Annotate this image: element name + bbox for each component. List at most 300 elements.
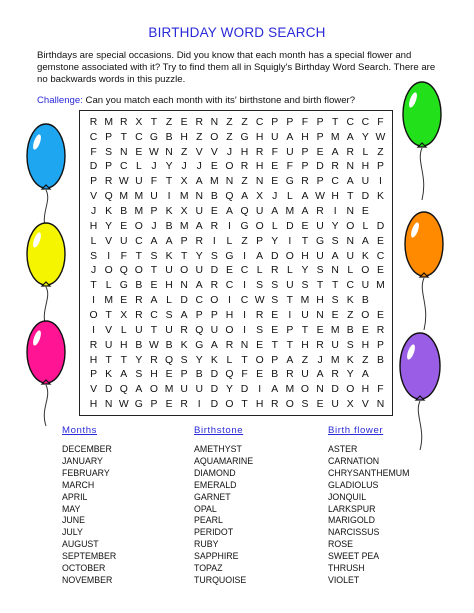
grid-letter: X (256, 191, 264, 203)
grid-letter: A (195, 280, 203, 292)
grid-letter: P (376, 339, 384, 351)
grid-letter: O (361, 265, 370, 277)
grid-letter: R (270, 399, 279, 411)
grid-letter: T (241, 354, 248, 366)
grid-letter: G (119, 280, 128, 292)
grid-letter: Z (226, 131, 233, 143)
grid-letter: T (301, 324, 309, 336)
grid-letter: W (118, 176, 129, 188)
grid-letter: X (120, 309, 128, 321)
grid-letter: A (286, 131, 294, 143)
word-list-item: GLADIOLUS (328, 479, 379, 490)
grid-letter: O (134, 220, 143, 232)
grid-letter: I (333, 206, 337, 218)
grid-letter: N (316, 384, 324, 396)
word-list-item: SWEET PEA (328, 551, 380, 562)
word-list-item: JULY (62, 527, 83, 538)
grid-letter: O (89, 309, 98, 321)
grid-letter: B (195, 369, 203, 381)
grid-letter: U (165, 324, 173, 336)
word-list-item: CHRYSANTHEMUM (328, 467, 410, 478)
word-list-item: APRIL (62, 491, 88, 502)
grid-letter: B (165, 339, 173, 351)
grid-letter: L (105, 280, 112, 292)
grid-letter: E (376, 235, 384, 247)
grid-letter: U (135, 324, 143, 336)
grid-letter: A (346, 176, 354, 188)
grid-letter: E (210, 161, 218, 173)
birthstone-list (194, 444, 253, 587)
word-list-item: CARNATION (328, 455, 380, 466)
grid-letter: D (331, 384, 339, 396)
grid-letter: R (135, 309, 143, 321)
grid-letter: O (285, 399, 294, 411)
grid-letter: D (270, 250, 279, 262)
grid-letter: P (301, 161, 309, 173)
grid-letter: H (361, 384, 370, 396)
grid-letter: B (165, 220, 173, 232)
grid-letter: E (165, 399, 173, 411)
grid-letter: S (271, 295, 279, 307)
grid-letter: E (225, 265, 233, 277)
grid-letter: W (118, 399, 129, 411)
grid-letter: H (361, 161, 370, 173)
grid-letter: A (331, 250, 339, 262)
grid-letter: W (375, 131, 386, 143)
grid-letter: V (361, 399, 369, 411)
grid-letter: U (150, 191, 158, 203)
word-list-item: DIAMOND (194, 467, 236, 478)
grid-letter: M (104, 116, 113, 128)
grid-letter: A (256, 250, 264, 262)
grid-letter: X (135, 116, 143, 128)
grid-letter: C (346, 280, 354, 292)
intro-paragraph: Birthdays are special occasions. Did you know that each month has a special flower and gemstone associated with it? Try to find them all in Squigly's Birthday Word Search. There are no backwards words in this puzzle. (37, 50, 436, 85)
grid-letter: L (226, 235, 233, 247)
grid-letter: Q (240, 206, 249, 218)
word-list-item: ASTER (328, 444, 358, 454)
grid-letter: T (135, 250, 143, 262)
grid-letter: X (180, 206, 188, 218)
grid-letter: D (180, 295, 188, 307)
grid-letter: N (165, 146, 173, 158)
grid-letter: E (256, 339, 264, 351)
grid-letter: O (225, 324, 234, 336)
grid-letter: B (271, 369, 279, 381)
grid-letter: V (90, 191, 98, 203)
grid-letter: K (105, 206, 113, 218)
grid-letter: P (286, 116, 294, 128)
grid-letter: B (165, 131, 173, 143)
grid-letter: A (180, 309, 188, 321)
grid-letter: S (301, 399, 309, 411)
grid-letter: H (150, 369, 158, 381)
grid-letter: R (180, 324, 188, 336)
grid-letter: U (316, 250, 324, 262)
grid-letter: O (255, 220, 264, 232)
grid-letter: E (316, 324, 324, 336)
grid-letter: E (271, 161, 279, 173)
grid-letter: S (90, 250, 98, 262)
grid-letter: U (255, 206, 264, 218)
grid-letter: I (379, 176, 382, 188)
grid-letter: V (105, 324, 113, 336)
grid-letter: O (361, 309, 370, 321)
word-list-item: SEPTEMBER (62, 551, 117, 562)
grid-letter: N (346, 206, 354, 218)
word-list-item: JONQUIL (328, 491, 367, 502)
grid-letter: M (285, 384, 295, 396)
grid-letter: Y (361, 131, 369, 143)
grid-letter: A (195, 220, 203, 232)
grid-letter: P (180, 235, 188, 247)
grid-letter: R (180, 399, 188, 411)
grid-letter: R (316, 339, 324, 351)
grid-letter: A (286, 354, 294, 366)
grid-letter: O (210, 295, 219, 307)
word-search-grid (79, 110, 393, 416)
grid-letter: U (346, 250, 354, 262)
grid-letter: P (256, 235, 264, 247)
word-list-item: PEARL (194, 515, 223, 526)
grid-letter: Y (195, 354, 203, 366)
grid-letter: L (90, 235, 97, 247)
grid-letter: D (210, 384, 219, 396)
grid-letter: S (256, 324, 264, 336)
word-list-item: OCTOBER (62, 563, 106, 574)
grid-letter: Q (225, 191, 234, 203)
grid-letter: B (346, 324, 354, 336)
grid-letter: U (286, 280, 294, 292)
grid-letter: I (107, 250, 111, 262)
grid-letter: U (195, 206, 203, 218)
grid-letter: K (346, 295, 354, 307)
grid-letter: H (316, 295, 324, 307)
grid-letter: U (270, 131, 279, 143)
grid-letter: K (105, 369, 113, 381)
grid-letter: D (210, 369, 219, 381)
grid-letter: A (301, 206, 309, 218)
grid-letter: C (240, 295, 249, 307)
grid-letter: I (197, 399, 201, 411)
word-list-item: DECEMBER (62, 444, 112, 454)
grid-letter: P (376, 161, 384, 173)
grid-letter: A (135, 384, 143, 396)
grid-letter: D (210, 265, 219, 277)
grid-letter: H (89, 220, 98, 232)
grid-letter: T (120, 354, 127, 366)
grid-letter: J (226, 146, 233, 158)
grid-letter: E (361, 324, 369, 336)
grid-letter: L (362, 146, 369, 158)
grid-letter: C (240, 265, 249, 277)
grid-letter: O (149, 384, 158, 396)
grid-letter: H (89, 399, 98, 411)
grid-letter: E (271, 324, 279, 336)
grid-letter: J (196, 161, 202, 173)
grid-letter: Y (195, 250, 203, 262)
word-list-item: GARNET (194, 491, 231, 502)
grid-letter: S (165, 309, 173, 321)
grid-letter: R (346, 146, 354, 158)
grid-letter: N (346, 235, 354, 247)
grid-letter: F (271, 146, 278, 158)
grid-letter: E (180, 116, 188, 128)
word-list-item: NOVEMBER (62, 574, 113, 585)
word-list-item: VIOLET (328, 574, 360, 585)
grid-letter: B (120, 206, 128, 218)
grid-letter: C (361, 116, 370, 128)
grid-letter: L (226, 354, 233, 366)
grid-letter: M (330, 354, 340, 366)
grid-letter: T (150, 324, 158, 336)
grid-letter: I (228, 220, 231, 232)
grid-letter: P (180, 369, 188, 381)
word-list-item: JANUARY (62, 455, 103, 466)
grid-letter: R (210, 280, 219, 292)
grid-letter: L (120, 324, 127, 336)
grid-letter: M (330, 131, 340, 143)
grid-letter: G (240, 131, 249, 143)
grid-letter: V (210, 146, 218, 158)
grid-letter: A (331, 146, 339, 158)
grid-letter: H (225, 309, 234, 321)
grid-letter: K (180, 339, 188, 351)
challenge-label: Challenge: (37, 95, 83, 106)
grid-letter: P (90, 176, 98, 188)
grid-letter: U (135, 176, 143, 188)
word-list-item: OPAL (194, 503, 217, 514)
grid-letter: Q (165, 354, 174, 366)
grid-letter: F (377, 384, 384, 396)
birthstone-heading: Birthstone (194, 425, 244, 436)
grid-letter: O (104, 265, 113, 277)
grid-letter: I (92, 324, 95, 336)
grid-letter: A (301, 191, 309, 203)
grid-letter: C (331, 176, 339, 188)
grid-letter: E (316, 146, 324, 158)
grid-letter: Y (301, 265, 309, 277)
grid-letter: I (92, 295, 95, 307)
grid-letter: W (315, 191, 325, 203)
grid-letter: V (105, 235, 113, 247)
grid-letter: H (331, 191, 339, 203)
grid-letter: P (316, 116, 324, 128)
grid-letter: U (301, 369, 309, 381)
grid-letter: F (120, 250, 127, 262)
grid-letter: S (316, 265, 324, 277)
grid-letter: B (135, 339, 143, 351)
word-list-item: ROSE (328, 539, 353, 550)
grid-letter: S (256, 280, 264, 292)
grid-letter: S (271, 280, 279, 292)
grid-letter: E (301, 220, 309, 232)
grid-letter: P (195, 309, 203, 321)
word-list-item: AUGUST (62, 539, 99, 550)
grid-letter: A (271, 206, 279, 218)
grid-letter: I (288, 235, 292, 247)
grid-letter: R (225, 339, 234, 351)
grid-letter: S (331, 295, 339, 307)
grid-letter: I (243, 324, 246, 336)
grid-letter: V (195, 146, 203, 158)
grid-letter: P (105, 131, 113, 143)
grid-letter: N (104, 399, 113, 411)
birth-flower-list (328, 444, 409, 587)
grid-letter: R (135, 295, 143, 307)
grid-letter: N (195, 191, 203, 203)
grid-letter: M (134, 206, 144, 218)
grid-letter: C (346, 116, 354, 128)
grid-letter: R (195, 116, 203, 128)
grid-letter: B (135, 280, 143, 292)
grid-letter: R (255, 146, 264, 158)
grid-letter: E (316, 399, 324, 411)
grid-letter: A (165, 235, 173, 247)
grid-letter: P (271, 116, 279, 128)
grid-letter: G (285, 176, 294, 188)
grid-letter: E (135, 146, 143, 158)
grid-letter: E (256, 369, 264, 381)
grid-letter: A (150, 295, 158, 307)
grid-letter: J (151, 161, 157, 173)
grid-letter: E (271, 176, 279, 188)
grid-letter: M (119, 191, 129, 203)
grid-letter: M (179, 220, 189, 232)
grid-letter: D (104, 384, 113, 396)
word-list-item: MAY (62, 503, 81, 514)
grid-letter: Q (195, 324, 204, 336)
grid-letter: P (105, 161, 113, 173)
grid-letter: U (361, 176, 370, 188)
grid-letter: D (361, 191, 370, 203)
grid-letter: L (135, 161, 142, 173)
grid-letter: T (120, 131, 127, 143)
grid-letter: U (361, 280, 370, 292)
grid-letter: H (255, 161, 264, 173)
grid-letter: H (255, 131, 264, 143)
grid-letter: M (376, 280, 385, 292)
page-title: BIRTHDAY WORD SEARCH (148, 25, 326, 40)
grid-letter: A (150, 235, 158, 247)
grid-letter: R (89, 339, 98, 351)
grid-letter: U (180, 384, 188, 396)
grid-letter: R (376, 324, 385, 336)
grid-letter: D (286, 220, 294, 232)
grid-letter: F (286, 161, 294, 173)
grid-letter: G (149, 131, 158, 143)
grid-letter: I (243, 250, 246, 262)
grid-letter: O (210, 131, 219, 143)
grid-letter: U (210, 324, 219, 336)
grid-letter: Q (119, 384, 128, 396)
grid-letter: N (376, 399, 385, 411)
grid-letter: I (167, 191, 171, 203)
grid-letter: G (240, 220, 249, 232)
balloon-green-icon (398, 80, 446, 200)
grid-letter: T (271, 339, 278, 351)
grid-letter: Q (119, 265, 128, 277)
grid-letter: P (210, 309, 218, 321)
grid-letter: C (376, 250, 385, 262)
grid-letter: L (347, 265, 354, 277)
grid-letter (373, 204, 388, 219)
grid-letter: V (90, 384, 98, 396)
grid-letter: S (135, 369, 143, 381)
word-list-item: JUNE (62, 515, 85, 526)
grid-letter: R (150, 354, 158, 366)
grid-letter: A (361, 369, 369, 381)
grid-letter: C (150, 309, 158, 321)
grid-letter: S (346, 339, 354, 351)
grid-letter: Y (331, 220, 339, 232)
grid-letter: T (241, 399, 248, 411)
grid-letter: A (316, 369, 324, 381)
grid-letter: R (331, 369, 339, 381)
grid-letter: C (89, 131, 98, 143)
grid-letter: O (134, 265, 143, 277)
word-list-item: SAPPHIRE (194, 551, 239, 562)
grid-letter: A (271, 384, 279, 396)
word-list-item: TOPAZ (194, 563, 223, 574)
grid-letter: Y (225, 384, 233, 396)
grid-letter: P (286, 324, 294, 336)
grid-letter: N (225, 176, 234, 188)
grid-letter: Z (347, 309, 354, 321)
grid-letter: F (241, 369, 248, 381)
months-heading: Months (62, 425, 98, 436)
balloon-blue-icon (22, 122, 70, 232)
grid-letter: H (361, 339, 370, 351)
grid-letter: U (301, 309, 309, 321)
word-list-item: PERIDOT (194, 527, 234, 538)
grid-letter: L (271, 220, 278, 232)
grid-letter: A (210, 339, 218, 351)
grid-letter: Z (241, 176, 248, 188)
grid-letter: Y (271, 235, 279, 247)
grid-letter: D (89, 161, 98, 173)
grid-letter: T (90, 280, 97, 292)
grid-letter: N (331, 265, 339, 277)
grid-letter: D (210, 399, 219, 411)
grid-letter: O (285, 250, 294, 262)
grid-letter: B (376, 354, 384, 366)
grid-letter: Q (104, 191, 113, 203)
grid-letter: U (165, 265, 173, 277)
word-list-item: MARCH (62, 479, 95, 490)
grid-letter: S (180, 354, 188, 366)
grid-letter: T (286, 295, 294, 307)
grid-letter: L (286, 265, 293, 277)
grid-letter: A (361, 235, 369, 247)
grid-letter: Q (225, 369, 234, 381)
grid-letter: K (346, 354, 354, 366)
grid-letter: Y (135, 354, 143, 366)
grid-letter: I (288, 309, 292, 321)
grid-letter: Y (165, 161, 173, 173)
grid-letter: C (135, 131, 143, 143)
balloon-purple-icon (396, 330, 444, 450)
grid-letter: H (240, 146, 249, 158)
grid-letter: J (181, 161, 187, 173)
balloon-pink-icon (22, 318, 70, 428)
grid-letter: U (331, 399, 339, 411)
grid-letter: F (301, 116, 309, 128)
grid-letter: M (210, 176, 219, 188)
grid-letter: T (180, 250, 188, 262)
grid-letter: C (255, 116, 264, 128)
grid-letter: M (134, 191, 144, 203)
